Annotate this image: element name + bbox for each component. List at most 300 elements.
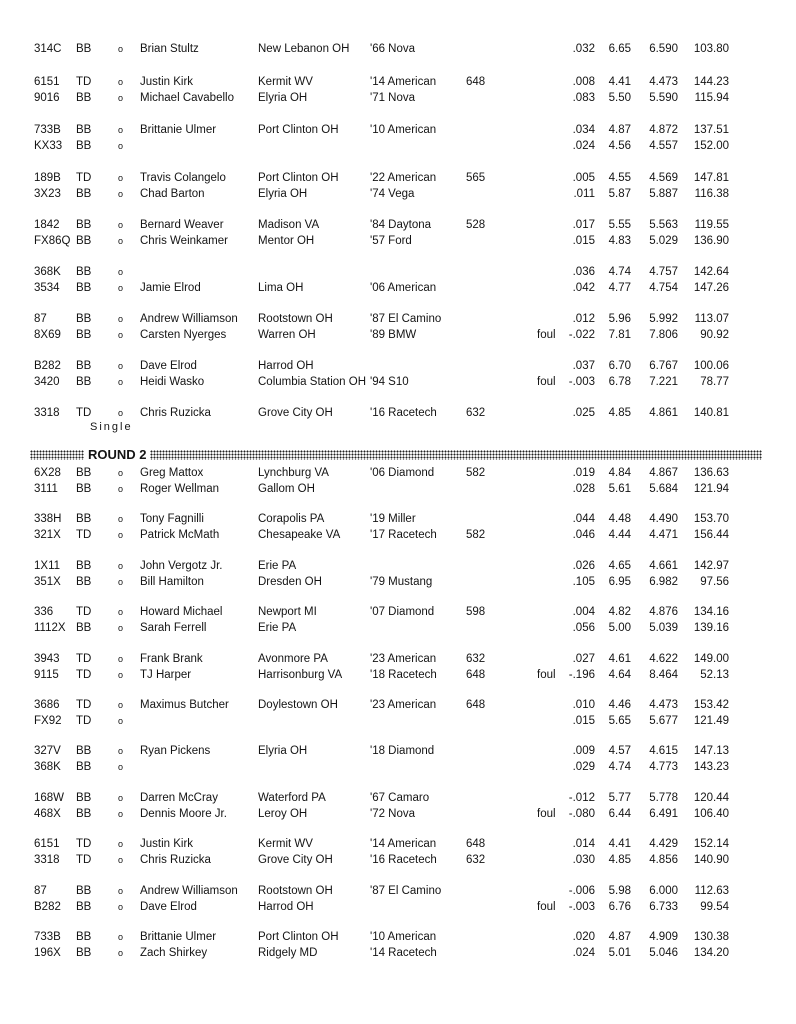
driver-name: Heidi Wasko (140, 376, 205, 388)
reaction-time: .024 (572, 140, 595, 152)
elapsed-time: 5.039 (649, 622, 678, 634)
hometown: Mentor OH (258, 235, 315, 247)
car-number: 1842 (34, 219, 60, 231)
elapsed-time: 5.992 (649, 313, 678, 325)
dial-in: 5.65 (608, 715, 631, 727)
foul-flag: foul (537, 808, 556, 820)
speed-mph: 153.70 (693, 513, 729, 525)
result-row (0, 218, 796, 232)
driver-name: Andrew Williamson (140, 885, 238, 897)
bullet-marker: o (118, 670, 124, 680)
reaction-time: .020 (572, 931, 595, 943)
result-row (0, 406, 796, 420)
bullet-marker: o (118, 607, 124, 617)
car-number: KX33 (34, 140, 63, 152)
dial-in: 4.46 (608, 699, 631, 711)
dial-in: 7.81 (608, 329, 631, 341)
vehicle: '71 Nova (370, 92, 416, 104)
speed-mph: 130.38 (693, 931, 729, 943)
reaction-time: .005 (572, 172, 595, 184)
class-code: BB (76, 140, 92, 152)
driver-name: Zach Shirkey (140, 947, 208, 959)
car-number: B282 (34, 360, 61, 372)
result-row (0, 42, 796, 56)
car-number: 321X (34, 529, 61, 541)
speed-mph: 152.14 (693, 838, 729, 850)
speed-mph: 147.26 (693, 282, 729, 294)
driver-name: Jamie Elrod (140, 282, 201, 294)
result-row (0, 760, 796, 774)
result-row (0, 91, 796, 105)
speed-mph: 142.97 (693, 560, 729, 572)
bullet-marker: o (118, 189, 124, 199)
elapsed-time: 7.221 (649, 376, 678, 388)
class-code: BB (76, 329, 92, 341)
driver-name: Greg Mattox (140, 467, 204, 479)
reaction-time: .004 (572, 606, 595, 618)
dial-in: 4.74 (608, 266, 631, 278)
dial-in: 4.83 (608, 235, 631, 247)
result-row (0, 328, 796, 342)
dial-in: 4.74 (608, 761, 631, 773)
bullet-marker: o (118, 809, 124, 819)
speed-mph: 152.00 (693, 140, 729, 152)
result-row (0, 744, 796, 758)
hometown: Port Clinton OH (258, 931, 339, 943)
bullet-marker: o (118, 283, 124, 293)
vehicle: '72 Nova (370, 808, 416, 820)
result-row (0, 75, 796, 89)
speed-mph: 121.94 (693, 483, 729, 495)
elapsed-time: 4.856 (649, 854, 678, 866)
driver-name: Frank Brank (140, 653, 203, 665)
reaction-time: .032 (572, 43, 595, 55)
reaction-time: .042 (572, 282, 595, 294)
speed-mph: 78.77 (700, 376, 729, 388)
class-code: BB (76, 885, 92, 897)
elapsed-time: 4.490 (649, 513, 678, 525)
elapsed-time: 4.473 (649, 699, 678, 711)
vehicle: '87 El Camino (370, 885, 442, 897)
foul-flag: foul (537, 376, 556, 388)
speed-mph: 90.92 (700, 329, 729, 341)
bullet-marker: o (118, 77, 124, 87)
elapsed-time: 6.982 (649, 576, 678, 588)
hometown: Kermit WV (258, 838, 313, 850)
hometown: Columbia Station OH (258, 376, 367, 388)
class-code: BB (76, 467, 92, 479)
hometown: Port Clinton OH (258, 172, 339, 184)
hometown: Leroy OH (258, 808, 308, 820)
speed-mph: 134.20 (693, 947, 729, 959)
dial-in: 4.55 (608, 172, 631, 184)
dial-in: 4.87 (608, 931, 631, 943)
reaction-time: .029 (572, 761, 595, 773)
reaction-time: .037 (572, 360, 595, 372)
elapsed-time: 4.557 (649, 140, 678, 152)
bullet-marker: o (118, 654, 124, 664)
class-code: TD (76, 76, 92, 88)
hometown: Corapolis PA (258, 513, 325, 525)
class-code: TD (76, 699, 92, 711)
car-number: 733B (34, 931, 61, 943)
engine-size: 582 (466, 529, 486, 541)
hometown: Grove City OH (258, 854, 333, 866)
vehicle: '06 American (370, 282, 437, 294)
result-row (0, 234, 796, 248)
car-number: FX92 (34, 715, 62, 727)
class-code: TD (76, 715, 92, 727)
elapsed-time: 4.757 (649, 266, 678, 278)
car-number: 1X11 (34, 560, 61, 572)
driver-name: Bill Hamilton (140, 576, 204, 588)
engine-size: 648 (466, 838, 486, 850)
result-row (0, 265, 796, 279)
car-number: FX86Q (34, 235, 71, 247)
dial-in: 4.61 (608, 653, 631, 665)
elapsed-time: 4.773 (649, 761, 678, 773)
speed-mph: 140.90 (693, 854, 729, 866)
driver-name: Chris Weinkamer (140, 235, 228, 247)
speed-mph: 99.54 (700, 901, 729, 913)
hometown: Kermit WV (258, 76, 313, 88)
vehicle: '66 Nova (370, 43, 416, 55)
hometown: Avonmore PA (258, 653, 328, 665)
dial-in: 5.01 (608, 947, 631, 959)
reaction-time: .015 (572, 715, 595, 727)
result-row (0, 698, 796, 712)
dotted-rule-right (150, 450, 762, 460)
reaction-time: .009 (572, 745, 595, 757)
result-row (0, 139, 796, 153)
driver-name: Roger Wellman (140, 483, 220, 495)
reaction-time: .030 (572, 854, 595, 866)
dial-in: 5.00 (608, 622, 631, 634)
elapsed-time: 5.684 (649, 483, 678, 495)
result-row (0, 482, 796, 496)
elapsed-time: 4.876 (649, 606, 678, 618)
reaction-time: .008 (572, 76, 595, 88)
result-row (0, 900, 796, 914)
driver-name: Sarah Ferrell (140, 622, 207, 634)
reaction-time: .015 (572, 235, 595, 247)
vehicle: '14 Racetech (370, 947, 437, 959)
engine-size: 648 (466, 699, 486, 711)
class-code: BB (76, 360, 92, 372)
car-number: 3420 (34, 376, 60, 388)
speed-mph: 121.49 (693, 715, 729, 727)
dial-in: 5.87 (608, 188, 631, 200)
dial-in: 4.65 (608, 560, 631, 572)
car-number: 336 (34, 606, 54, 618)
speed-mph: 140.81 (693, 407, 729, 419)
result-row (0, 884, 796, 898)
vehicle: '06 Diamond (370, 467, 435, 479)
bullet-marker: o (118, 267, 124, 277)
car-number: 3318 (34, 407, 60, 419)
elapsed-time: 6.767 (649, 360, 678, 372)
hometown: Dresden OH (258, 576, 322, 588)
vehicle: '07 Diamond (370, 606, 435, 618)
speed-mph: 120.44 (693, 792, 729, 804)
hometown: Erie PA (258, 622, 297, 634)
speed-mph: 136.63 (693, 467, 729, 479)
reaction-time: .034 (572, 124, 595, 136)
class-code: BB (76, 761, 92, 773)
car-number: 368K (34, 266, 61, 278)
reaction-time: .083 (572, 92, 595, 104)
hometown: Waterford PA (258, 792, 326, 804)
reaction-time: .028 (572, 483, 595, 495)
elapsed-time: 5.563 (649, 219, 678, 231)
dial-in: 5.96 (608, 313, 631, 325)
hometown: Chesapeake VA (258, 529, 341, 541)
foul-flag: foul (537, 669, 556, 681)
elapsed-time: 5.046 (649, 947, 678, 959)
dial-in: 5.98 (608, 885, 631, 897)
vehicle: '57 Ford (370, 235, 412, 247)
speed-mph: 106.40 (693, 808, 729, 820)
driver-name: Darren McCray (140, 792, 218, 804)
elapsed-time: 5.590 (649, 92, 678, 104)
class-code: TD (76, 529, 92, 541)
result-row (0, 807, 796, 821)
dial-in: 4.41 (608, 76, 631, 88)
class-code: BB (76, 901, 92, 913)
hometown: Lynchburg VA (258, 467, 329, 479)
result-row (0, 652, 796, 666)
class-code: TD (76, 854, 92, 866)
dial-in: 4.48 (608, 513, 631, 525)
engine-size: 632 (466, 407, 486, 419)
bullet-marker: o (118, 125, 124, 135)
reaction-time: -.022 (568, 329, 595, 341)
result-row (0, 853, 796, 867)
car-number: 3686 (34, 699, 60, 711)
hometown: Warren OH (258, 329, 316, 341)
class-code: BB (76, 376, 92, 388)
speed-mph: 136.90 (693, 235, 729, 247)
hometown: Madison VA (258, 219, 320, 231)
vehicle: '18 Diamond (370, 745, 435, 757)
class-code: BB (76, 792, 92, 804)
reaction-time: .056 (572, 622, 595, 634)
elapsed-time: 8.464 (649, 669, 678, 681)
speed-mph: 97.56 (700, 576, 729, 588)
hometown: Gallom OH (258, 483, 315, 495)
engine-size: 598 (466, 606, 486, 618)
hometown: Harrod OH (258, 360, 314, 372)
car-number: 3X23 (34, 188, 61, 200)
foul-flag: foul (537, 329, 556, 341)
car-number: 6151 (34, 76, 60, 88)
dial-in: 6.76 (608, 901, 631, 913)
speed-mph: 147.81 (693, 172, 729, 184)
reaction-time: .046 (572, 529, 595, 541)
speed-mph: 156.44 (693, 529, 729, 541)
result-row (0, 512, 796, 526)
driver-name: Chris Ruzicka (140, 854, 211, 866)
class-code: BB (76, 808, 92, 820)
bullet-marker: o (118, 932, 124, 942)
result-row (0, 930, 796, 944)
car-number: 9115 (34, 669, 59, 681)
elapsed-time: 5.029 (649, 235, 678, 247)
bullet-marker: o (118, 577, 124, 587)
car-number: 196X (34, 947, 61, 959)
speed-mph: 103.80 (693, 43, 729, 55)
driver-name: Brian Stultz (140, 43, 199, 55)
reaction-time: .036 (572, 266, 595, 278)
class-code: BB (76, 219, 92, 231)
bullet-marker: o (118, 530, 124, 540)
elapsed-time: 5.677 (649, 715, 678, 727)
dial-in: 5.77 (608, 792, 631, 804)
speed-mph: 149.00 (693, 653, 729, 665)
bullet-marker: o (118, 886, 124, 896)
car-number: 338H (34, 513, 62, 525)
elapsed-time: 4.754 (649, 282, 678, 294)
driver-name: Maximus Butcher (140, 699, 229, 711)
engine-size: 632 (466, 854, 486, 866)
vehicle: '17 Racetech (370, 529, 437, 541)
bullet-marker: o (118, 716, 124, 726)
car-number: 733B (34, 124, 61, 136)
reaction-time: .019 (572, 467, 595, 479)
driver-name: Tony Fagnilli (140, 513, 204, 525)
class-code: BB (76, 188, 92, 200)
reaction-time: -.003 (568, 901, 595, 913)
reaction-time: -.080 (568, 808, 595, 820)
class-code: BB (76, 931, 92, 943)
car-number: 189B (34, 172, 61, 184)
bullet-marker: o (118, 855, 124, 865)
elapsed-time: 4.861 (649, 407, 678, 419)
reaction-time: .010 (572, 699, 595, 711)
elapsed-time: 4.471 (649, 529, 678, 541)
vehicle: '87 El Camino (370, 313, 442, 325)
elapsed-time: 6.590 (649, 43, 678, 55)
reaction-time: -.196 (568, 669, 595, 681)
driver-name: Dave Elrod (140, 901, 197, 913)
result-row (0, 791, 796, 805)
bullet-marker: o (118, 623, 124, 633)
class-code: TD (76, 606, 92, 618)
hometown: Elyria OH (258, 92, 308, 104)
vehicle: '14 American (370, 76, 437, 88)
speed-mph: 144.23 (693, 76, 729, 88)
car-number: 1112X (34, 622, 66, 634)
foul-flag: foul (537, 901, 556, 913)
driver-name: Justin Kirk (140, 838, 194, 850)
vehicle: '19 Miller (370, 513, 416, 525)
bullet-marker: o (118, 361, 124, 371)
car-number: 168W (34, 792, 65, 804)
speed-mph: 113.07 (694, 313, 729, 325)
hometown: Erie PA (258, 560, 297, 572)
vehicle: '14 American (370, 838, 437, 850)
reaction-time: .011 (573, 188, 595, 200)
reaction-time: -.012 (568, 792, 595, 804)
class-code: TD (76, 172, 92, 184)
result-row (0, 528, 796, 542)
result-row (0, 575, 796, 589)
class-code: BB (76, 745, 92, 757)
vehicle: '94 S10 (370, 376, 409, 388)
car-number: 3111 (34, 483, 58, 495)
driver-name: Andrew Williamson (140, 313, 238, 325)
class-code: TD (76, 653, 92, 665)
bullet-marker: o (118, 141, 124, 151)
driver-name: Carsten Nyerges (140, 329, 227, 341)
result-row (0, 123, 796, 137)
class-code: BB (76, 560, 92, 572)
speed-mph: 134.16 (693, 606, 729, 618)
dial-in: 4.56 (608, 140, 631, 152)
driver-name: Justin Kirk (140, 76, 194, 88)
bullet-marker: o (118, 408, 124, 418)
elapsed-time: 6.733 (649, 901, 678, 913)
car-number: 314C (34, 43, 62, 55)
dial-in: 6.70 (608, 360, 631, 372)
engine-size: 632 (466, 653, 486, 665)
vehicle: '16 Racetech (370, 407, 437, 419)
hometown: Ridgely MD (258, 947, 318, 959)
reaction-time: .017 (572, 219, 595, 231)
elapsed-time: 4.615 (649, 745, 678, 757)
dial-in: 4.87 (608, 124, 631, 136)
hometown: Lima OH (258, 282, 304, 294)
car-number: 8X69 (34, 329, 61, 341)
bullet-marker: o (118, 173, 124, 183)
hometown: Elyria OH (258, 188, 308, 200)
speed-mph: 115.94 (694, 92, 729, 104)
vehicle: '89 BMW (370, 329, 417, 341)
car-number: 9016 (34, 92, 60, 104)
speed-mph: 100.06 (693, 360, 729, 372)
speed-mph: 112.63 (694, 885, 729, 897)
engine-size: 528 (466, 219, 486, 231)
elapsed-time: 4.429 (649, 838, 678, 850)
bullet-marker: o (118, 948, 124, 958)
bullet-marker: o (118, 902, 124, 912)
car-number: 3318 (34, 854, 60, 866)
hometown: Elyria OH (258, 745, 308, 757)
bullet-marker: o (118, 514, 124, 524)
car-number: 6X28 (34, 467, 61, 479)
elapsed-time: 4.622 (649, 653, 678, 665)
vehicle: '16 Racetech (370, 854, 437, 866)
elapsed-time: 4.909 (649, 931, 678, 943)
elapsed-time: 5.887 (649, 188, 678, 200)
hometown: Doylestown OH (258, 699, 338, 711)
speed-mph: 153.42 (693, 699, 729, 711)
elapsed-time: 5.778 (649, 792, 678, 804)
result-row (0, 312, 796, 326)
class-code: BB (76, 313, 92, 325)
dial-in: 4.77 (608, 282, 631, 294)
bullet-marker: o (118, 700, 124, 710)
result-row (0, 714, 796, 728)
reaction-time: .014 (572, 838, 595, 850)
reaction-time: .024 (572, 947, 595, 959)
driver-name: Brittanie Ulmer (140, 124, 217, 136)
class-code: TD (76, 838, 92, 850)
class-code: BB (76, 282, 92, 294)
bullet-marker: o (118, 377, 124, 387)
bullet-marker: o (118, 468, 124, 478)
reaction-time: .044 (572, 513, 595, 525)
